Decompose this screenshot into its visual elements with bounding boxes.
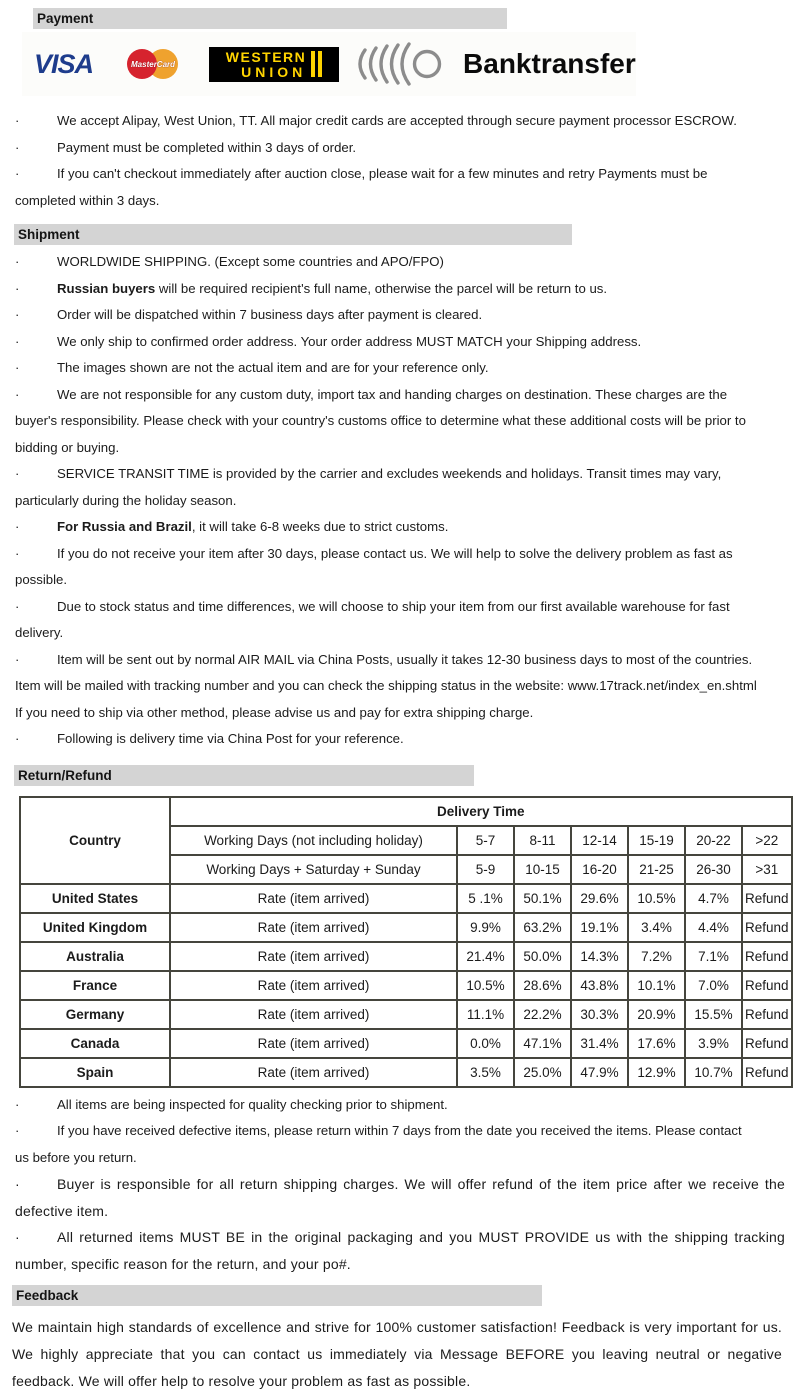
feedback-section-header: Feedback <box>12 1285 542 1306</box>
bullet-dot: · <box>15 254 20 269</box>
visa-logo: VISA <box>34 48 94 79</box>
rate-value-cell: 3.5% <box>457 1058 514 1087</box>
rate-value-cell: 10.5% <box>628 884 685 913</box>
rate-value-cell: 25.0% <box>514 1058 571 1087</box>
bullet-dot: · <box>15 307 20 322</box>
shipment-section-header: Shipment <box>14 224 572 245</box>
banktransfer-waves-icon <box>351 40 443 88</box>
rate-value-cell: 19.1% <box>571 913 628 942</box>
bullet-text: If you do not receive your item after 30 days, please contact us. We will help to solve the delivery problem as fast as possible. <box>15 545 733 587</box>
working-days-label-cell: Working Days + Saturday + Sunday <box>170 855 457 884</box>
rate-value-cell: 50.0% <box>514 942 571 971</box>
bullet-text: Buyer is responsible for all return shipping charges. We will offer refund of the item price after we receive the defective item. <box>15 1176 785 1219</box>
western-union-text <box>226 50 307 79</box>
bullet-item <box>15 726 757 753</box>
western-union-bars <box>311 51 322 77</box>
country-cell: Australia <box>20 942 170 971</box>
bullet-dot: · <box>15 598 20 614</box>
bullet-item <box>15 382 757 462</box>
rate-value-cell: Refund <box>742 1029 792 1058</box>
rate-label-cell: Rate (item arrived) <box>170 1000 457 1029</box>
rate-value-cell: 29.6% <box>571 884 628 913</box>
bullet-text: The images shown are not the actual item and are for your reference only. <box>57 360 489 375</box>
bullet-item <box>15 249 757 276</box>
rate-value-cell: 30.3% <box>571 1000 628 1029</box>
rate-value-cell: 15.5% <box>685 1000 742 1029</box>
bullet-text: We accept Alipay, West Union, TT. All major credit cards are accepted through secure payment processor ESCROW. <box>57 113 737 128</box>
country-cell: United Kingdom <box>20 913 170 942</box>
mastercard-label: MasterCard <box>131 60 176 69</box>
rate-value-cell: Refund <box>742 971 792 1000</box>
bullet-dot: · <box>15 280 20 296</box>
rate-label-cell: Rate (item arrived) <box>170 913 457 942</box>
working-days-value-cell: 5-7 <box>457 826 514 855</box>
bullet-text: If you can't checkout immediately after auction close, please wait for a few minutes and retry Payments must be completed within 3 days. <box>15 166 708 208</box>
bullet-dot: · <box>15 1229 20 1245</box>
western-union-line2: UNION <box>241 63 307 80</box>
bullet-text: , it will take 6-8 weeks due to strict customs. <box>191 519 449 534</box>
payment-bullet-list <box>15 108 785 214</box>
working-days-value-cell: 10-15 <box>514 855 571 884</box>
rate-value-cell: 10.7% <box>685 1058 742 1087</box>
bullet-text: WORLDWIDE SHIPPING. (Except some countries and APO/FPO) <box>57 254 444 269</box>
bullet-item <box>15 1118 757 1171</box>
rate-value-cell: 50.1% <box>514 884 571 913</box>
return-refund-bullet-list <box>15 1092 785 1278</box>
country-cell: France <box>20 971 170 1000</box>
rate-value-cell: 14.3% <box>571 942 628 971</box>
bullet-item <box>15 1092 757 1119</box>
rate-value-cell: Refund <box>742 1058 792 1087</box>
table-row <box>20 942 792 971</box>
delivery-time-header-cell: Delivery Time <box>170 797 792 826</box>
working-days-value-cell: 21-25 <box>628 855 685 884</box>
rate-value-cell: Refund <box>742 913 792 942</box>
working-days-value-cell: 8-11 <box>514 826 571 855</box>
working-days-value-cell: 20-22 <box>685 826 742 855</box>
rate-label-cell: Rate (item arrived) <box>170 942 457 971</box>
bullet-dot: · <box>15 1176 20 1192</box>
rate-value-cell: 7.2% <box>628 942 685 971</box>
bullet-item <box>15 276 757 303</box>
rate-value-cell: 10.1% <box>628 971 685 1000</box>
bullet-dot: · <box>15 651 20 667</box>
bullet-dot: · <box>15 1123 20 1138</box>
bullet-item <box>15 1224 785 1277</box>
rate-value-cell: 11.1% <box>457 1000 514 1029</box>
bullet-item <box>15 161 757 214</box>
rate-value-cell: Refund <box>742 1000 792 1029</box>
bullet-text: For Russia and Brazil <box>57 519 192 534</box>
table-row <box>20 913 792 942</box>
western-union-logo <box>209 47 339 82</box>
rate-value-cell: Refund <box>742 942 792 971</box>
bullet-item <box>15 461 757 514</box>
rate-value-cell: 43.8% <box>571 971 628 1000</box>
working-days-value-cell: 16-20 <box>571 855 628 884</box>
payment-section-header: Payment <box>33 8 507 29</box>
table-row <box>20 1058 792 1087</box>
rate-label-cell: Rate (item arrived) <box>170 1058 457 1087</box>
working-days-value-cell: 5-9 <box>457 855 514 884</box>
table-row <box>20 1000 792 1029</box>
rate-value-cell: Refund <box>742 884 792 913</box>
payment-methods-strip <box>22 32 636 96</box>
bullet-text: will be required recipient's full name, otherwise the parcel will be return to us. <box>155 280 608 296</box>
bullet-text: SERVICE TRANSIT TIME is provided by the carrier and excludes weekends and holidays. Transit times may vary, particularly during the holiday season. <box>15 466 722 508</box>
bullet-dot: · <box>15 386 20 402</box>
mastercard-logo <box>127 45 179 83</box>
banktransfer-label: Banktransfer <box>463 48 636 79</box>
country-header-cell: Country <box>20 797 170 884</box>
rate-value-cell: 47.9% <box>571 1058 628 1087</box>
table-row <box>20 971 792 1000</box>
rate-value-cell: 7.1% <box>685 942 742 971</box>
bullet-text: Payment must be completed within 3 days of order. <box>57 139 357 155</box>
shipment-bullet-list <box>15 249 785 753</box>
rate-value-cell: 12.9% <box>628 1058 685 1087</box>
rate-value-cell: 21.4% <box>457 942 514 971</box>
table-row <box>20 1029 792 1058</box>
rate-value-cell: 3.4% <box>628 913 685 942</box>
bullet-dot: · <box>15 731 20 746</box>
bullet-text: All returned items MUST BE in the original packaging and you MUST PROVIDE us with the shipping tracking number, specific reason for the return, and your po#. <box>15 1229 785 1272</box>
bullet-item <box>15 108 757 135</box>
rate-value-cell: 17.6% <box>628 1029 685 1058</box>
bullet-text: We only ship to confirmed order address. Your order address MUST MATCH your Shipping address. <box>57 333 642 349</box>
working-days-value-cell: >22 <box>742 826 792 855</box>
bullet-dot: · <box>15 466 20 481</box>
rate-label-cell: Rate (item arrived) <box>170 971 457 1000</box>
bullet-item <box>15 647 757 727</box>
country-cell: Canada <box>20 1029 170 1058</box>
rate-value-cell: 22.2% <box>514 1000 571 1029</box>
bullet-text: Due to stock status and time differences, we will choose to ship your item from our first available warehouse for fast delivery. <box>15 598 730 640</box>
working-days-value-cell: 26-30 <box>685 855 742 884</box>
rate-label-cell: Rate (item arrived) <box>170 884 457 913</box>
return-refund-section-header: Return/Refund <box>14 765 474 786</box>
country-cell: Germany <box>20 1000 170 1029</box>
bullet-item <box>15 355 757 382</box>
rate-value-cell: 28.6% <box>514 971 571 1000</box>
rate-value-cell: 4.4% <box>685 913 742 942</box>
bullet-dot: · <box>15 1096 20 1112</box>
delivery-time-table <box>19 796 793 1088</box>
bullet-dot: · <box>15 139 20 155</box>
bullet-text: If you have received defective items, please return within 7 days from the date you received the items. Please contact us before you return. <box>15 1123 742 1165</box>
bullet-dot: · <box>15 333 20 349</box>
country-cell: United States <box>20 884 170 913</box>
country-cell: Spain <box>20 1058 170 1087</box>
bullet-text: Item will be sent out by normal AIR MAIL via China Posts, usually it takes 12-30 business days to most of the countries. Item will be mailed with tracking number and you can check the shipping status in the website: www.17track.net/index_en.shtml If you need to ship via other method, please advise us and pay for extra shipping charge. <box>15 651 757 720</box>
bullet-dot: · <box>15 166 20 181</box>
bullet-item <box>15 514 757 541</box>
bullet-text: Order will be dispatched within 7 business days after payment is cleared. <box>57 307 483 322</box>
bullet-item <box>15 329 757 356</box>
rate-value-cell: 7.0% <box>685 971 742 1000</box>
table-row <box>20 884 792 913</box>
rate-value-cell: 4.7% <box>685 884 742 913</box>
rate-value-cell: 5 .1% <box>457 884 514 913</box>
bullet-item <box>15 541 757 594</box>
working-days-value-cell: 12-14 <box>571 826 628 855</box>
bullet-item <box>15 135 757 162</box>
rate-value-cell: 31.4% <box>571 1029 628 1058</box>
bullet-text: We are not responsible for any custom duty, import tax and handing charges on destination. These charges are the buyer's responsibility. Please check with your country's customs office to determine what these additional costs will be prior to bidding or buying. <box>15 386 746 455</box>
bullet-dot: · <box>15 360 20 375</box>
working-days-value-cell: >31 <box>742 855 792 884</box>
rate-value-cell: 10.5% <box>457 971 514 1000</box>
western-union-line1: WESTERN <box>225 48 307 65</box>
rate-label-cell: Rate (item arrived) <box>170 1029 457 1058</box>
bullet-item <box>15 1171 785 1224</box>
working-days-value-cell: 15-19 <box>628 826 685 855</box>
feedback-text: We maintain high standards of excellence and strive for 100% customer satisfaction! Feedback is very important for us. We highly appreciate that you can contact us immediately via Message BEFORE you leaving neutral or negative feedback. We will offer help to resolve your problem as fast as possible. <box>12 1319 782 1389</box>
rate-value-cell: 47.1% <box>514 1029 571 1058</box>
bullet-dot: · <box>15 519 20 534</box>
working-days-label-cell: Working Days (not including holiday) <box>170 826 457 855</box>
bullet-dot: · <box>15 113 20 128</box>
bullet-text: Following is delivery time via China Post for your reference. <box>57 731 404 746</box>
bullet-dot: · <box>15 545 20 561</box>
rate-value-cell: 0.0% <box>457 1029 514 1058</box>
rate-value-cell: 3.9% <box>685 1029 742 1058</box>
bullet-text: Russian buyers <box>57 280 156 296</box>
rate-value-cell: 20.9% <box>628 1000 685 1029</box>
bullet-text: All items are being inspected for quality checking prior to shipment. <box>57 1096 448 1112</box>
bullet-item <box>15 302 757 329</box>
rate-value-cell: 9.9% <box>457 913 514 942</box>
rate-value-cell: 63.2% <box>514 913 571 942</box>
table-header-row <box>20 797 792 826</box>
bullet-item <box>15 594 757 647</box>
